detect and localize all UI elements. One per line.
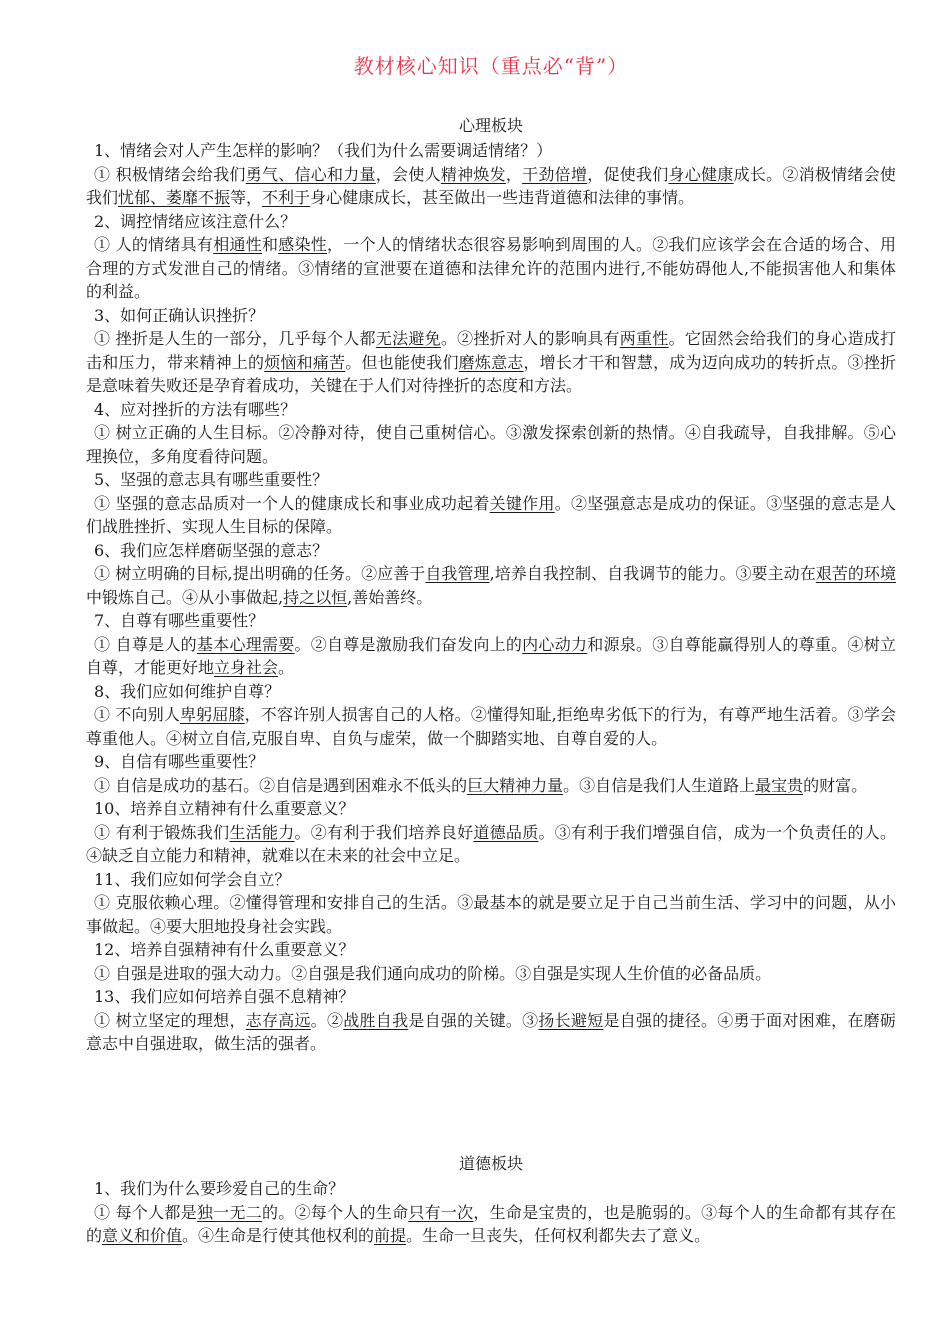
answer-text xyxy=(86,774,896,798)
key-term-underlined: 独一无二 xyxy=(196,1202,262,1222)
key-term-underlined: 志存高远 xyxy=(245,1010,311,1030)
key-term-underlined: 自我管理 xyxy=(425,564,490,583)
answer-text xyxy=(86,562,896,609)
answer-segment: ① 积极情绪会给我们 xyxy=(94,164,246,184)
answer-text xyxy=(86,421,896,468)
answer-segment: 。② xyxy=(310,1010,344,1030)
answer-segment: ① 有利于锻炼我们 xyxy=(94,822,230,842)
key-term-underlined: 扬长避短 xyxy=(538,1010,604,1030)
answer-segment: ，会使人 xyxy=(375,164,441,184)
key-term-underlined: 艰苦的环境 xyxy=(815,564,896,583)
key-term-underlined: 内心动力 xyxy=(522,634,588,654)
answer-segment: ① 人的情绪具有 xyxy=(94,235,214,254)
section-heading-psychology: 心理板块 xyxy=(458,116,523,135)
answer-text xyxy=(86,891,896,938)
section-psychology xyxy=(86,139,896,1056)
key-term-underlined: 关键作用 xyxy=(489,493,555,513)
section-heading-morality: 道德板块 xyxy=(458,1154,523,1173)
answer-segment: 。但也能使我们 xyxy=(345,352,459,372)
key-term-underlined: 卑躬屈膝 xyxy=(180,705,245,724)
key-term-underlined: 精神焕发 xyxy=(440,164,506,184)
answer-segment: ① 克服依赖心理。②懂得管理和安排自己的生活。③最基本的就是要立足于自己当前生活、学习中的问题，从小事做起。④要大胆地投身社会实践。 xyxy=(86,893,896,936)
answer-segment: ① 树立坚定的理想， xyxy=(94,1010,246,1030)
question-text: 9、自信有哪些重要性？ xyxy=(94,752,265,771)
answer-segment: 中锻炼自己。④从小事做起, xyxy=(86,587,284,607)
answer-segment: ， xyxy=(505,164,523,184)
answer-segment: ① 不向别人 xyxy=(94,705,181,724)
question-text: 1、我们为什么要珍爱自己的生命？ xyxy=(94,1179,345,1198)
question-text: 8、我们应如何维护自尊？ xyxy=(94,681,281,701)
answer-segment: 。②坚强意志是成功的保证。③坚强的意志是人们战胜挫折、实现人生目标的保障。 xyxy=(86,493,896,536)
answer-segment: ，一个人的情绪状态很容易影响到周围的人。②我们应该学会在合适的场合、用合理的方式发泄自己的情绪。③情绪的宣泄要在道德和法律允许的范围内进行,不能妨碍他人,不能损害他人和集体的利益。 xyxy=(86,235,896,301)
answer-segment: 是自强的捷径。④勇于面对困难，在磨砺意志中自强进取，做生活的强者。 xyxy=(86,1010,896,1053)
answer-segment: ，不容许别人损害自己的人格。②懂得知耻,拒绝卑劣低下的行为，有尊严地生活着。③学会尊重他人。④树立自信,克服自卑、自负与虚荣，做一个脚踏实地、自尊自爱的人。 xyxy=(86,705,896,748)
answer-text xyxy=(86,163,896,210)
answer-segment: ① 挫折是人生的一部分，几乎每个人都 xyxy=(94,329,376,348)
question-text: 3、如何正确认识挫折？ xyxy=(94,305,265,325)
answer-segment: 。②有利于我们培养良好 xyxy=(294,822,474,842)
answer-segment: 。③自信是我们人生道路上 xyxy=(563,775,756,795)
key-term-underlined: 无法避免 xyxy=(375,329,441,348)
key-term-underlined: 生活能力 xyxy=(229,822,295,842)
answer-text xyxy=(86,327,896,398)
key-term-underlined: 道德品质 xyxy=(473,822,539,842)
answer-segment: ，促使我们 xyxy=(587,164,669,184)
key-term-underlined: 意义和价值 xyxy=(102,1226,183,1245)
question-text: 10、培养自立精神有什么重要意义？ xyxy=(94,799,355,818)
answer-segment: ① 树立正确的人生目标。②冷静对待，使自己重树信心。③激发探索创新的热情。④自我疏导，自我排解。⑤心理换位，多角度看待问题。 xyxy=(86,423,896,466)
answer-segment: 。生命一旦丧失，任何权利都失去了意义。 xyxy=(406,1226,711,1245)
key-term-underlined: 立身社会 xyxy=(214,658,279,677)
answer-segment: 和源泉。③自尊能赢得别人的尊重。④树立自尊，才能更好地 xyxy=(86,634,896,677)
question-text: 2、调控情绪应该注意什么？ xyxy=(94,211,297,231)
answer-segment: 。④生命是行使其他权利的 xyxy=(182,1226,375,1245)
answer-segment: 。②挫折对人的影响具有 xyxy=(440,329,620,348)
key-term-underlined: 不利于 xyxy=(262,188,311,207)
question-text: 6、我们应怎样磨砺坚强的意志？ xyxy=(94,540,329,560)
key-term-underlined: 感染性 xyxy=(278,235,328,254)
key-term-underlined: 身心健康 xyxy=(668,164,734,184)
answer-segment: ,培养自我控制、自我调节的能力。③要主动在 xyxy=(489,564,816,583)
question-text: 5、坚强的意志具有哪些重要性？ xyxy=(94,470,329,489)
question-text: 7、自尊有哪些重要性？ xyxy=(94,611,265,630)
question-text: 1、情绪会对人产生怎样的影响？（我们为什么需要调适情绪？） xyxy=(94,141,553,160)
answer-segment: 等， xyxy=(230,188,263,207)
key-term-underlined: 只有一次 xyxy=(408,1202,474,1222)
answer-segment: 。②自尊是激励我们奋发向上的 xyxy=(294,634,523,654)
answer-segment: 成长。②消极情绪会使我们 xyxy=(86,164,896,207)
answer-text xyxy=(86,703,896,750)
answer-segment: ① 坚强的意志品质对一个人的健康成长和事业成功起着 xyxy=(94,493,490,513)
key-term-underlined: 战胜自我 xyxy=(343,1010,409,1030)
answer-segment: 的。②每个人的生命 xyxy=(261,1202,409,1222)
answer-text xyxy=(86,233,896,304)
answer-segment: 。③有利于我们增强自信，成为一个负责任的人。④缺乏自立能力和精神，就难以在未来的社会中立足。 xyxy=(86,822,896,865)
key-term-underlined: 基本心理需要 xyxy=(196,634,295,654)
key-term-underlined: 忧郁、萎靡不振 xyxy=(118,188,231,207)
answer-text xyxy=(86,1201,896,1248)
key-term-underlined: 前提 xyxy=(374,1226,407,1245)
answer-segment: ① 自信是成功的基石。②自信是遇到困难永不低头的 xyxy=(94,775,468,795)
answer-text xyxy=(86,821,896,868)
key-term-underlined: 干劲倍增 xyxy=(522,164,588,184)
answer-segment: ① 树立明确的目标,提出明确的任务。②应善于 xyxy=(94,564,426,583)
answer-segment: 。它固然会给我们的身心造成打击和压力，带来精神上的 xyxy=(86,329,896,372)
key-term-underlined: 巨大精神力量 xyxy=(467,775,564,795)
key-term-underlined: 相通性 xyxy=(213,235,262,254)
key-term-underlined: 持之以恒 xyxy=(283,587,348,607)
answer-segment: ,善始善终。 xyxy=(347,587,433,607)
question-text: 13、我们应如何培养自强不息精神？ xyxy=(94,987,355,1006)
section-morality xyxy=(86,1177,896,1248)
question-text: 4、应对挫折的方法有哪些？ xyxy=(94,399,297,419)
answer-text xyxy=(86,633,896,680)
answer-text xyxy=(86,1009,896,1056)
answer-segment: ，增长才干和智慧，成为迈向成功的转折点。③挫折是意味着失败还是孕育着成功，关键在于人们对待挫折的态度和方法。 xyxy=(86,352,896,395)
answer-segment: ① 自尊是人的 xyxy=(94,634,197,654)
answer-segment: 和 xyxy=(261,235,279,254)
key-term-underlined: 磨炼意志 xyxy=(458,352,524,372)
answer-segment: 的财富。 xyxy=(803,775,868,795)
answer-text xyxy=(86,492,896,539)
question-text: 12、培养自强精神有什么重要意义？ xyxy=(94,940,355,959)
page-title: 教材核心知识（重点必“背”） xyxy=(353,54,629,78)
answer-segment: ，生命是宝贵的，也是脆弱的。③每个人的生命都有其存在的 xyxy=(86,1202,896,1245)
answer-text xyxy=(86,962,896,986)
key-term-underlined: 两重性 xyxy=(619,329,669,348)
answer-segment: 是自强的关键。③ xyxy=(408,1010,539,1030)
answer-segment: 。 xyxy=(278,658,295,677)
answer-segment: 身心健康成长，甚至做出一些违背道德和法律的事情。 xyxy=(310,188,695,207)
key-term-underlined: 最宝贵 xyxy=(755,775,804,795)
answer-segment: ① 每个人都是 xyxy=(94,1202,197,1222)
answer-segment: ① 自强是进取的强大动力。②自强是我们通向成功的阶梯。③自强是实现人生价值的必备品质。 xyxy=(94,963,772,983)
question-text: 11、我们应如何学会自立？ xyxy=(94,869,291,889)
key-term-underlined: 勇气、信心和力量 xyxy=(245,164,376,184)
key-term-underlined: 烦恼和痛苦 xyxy=(264,352,346,372)
